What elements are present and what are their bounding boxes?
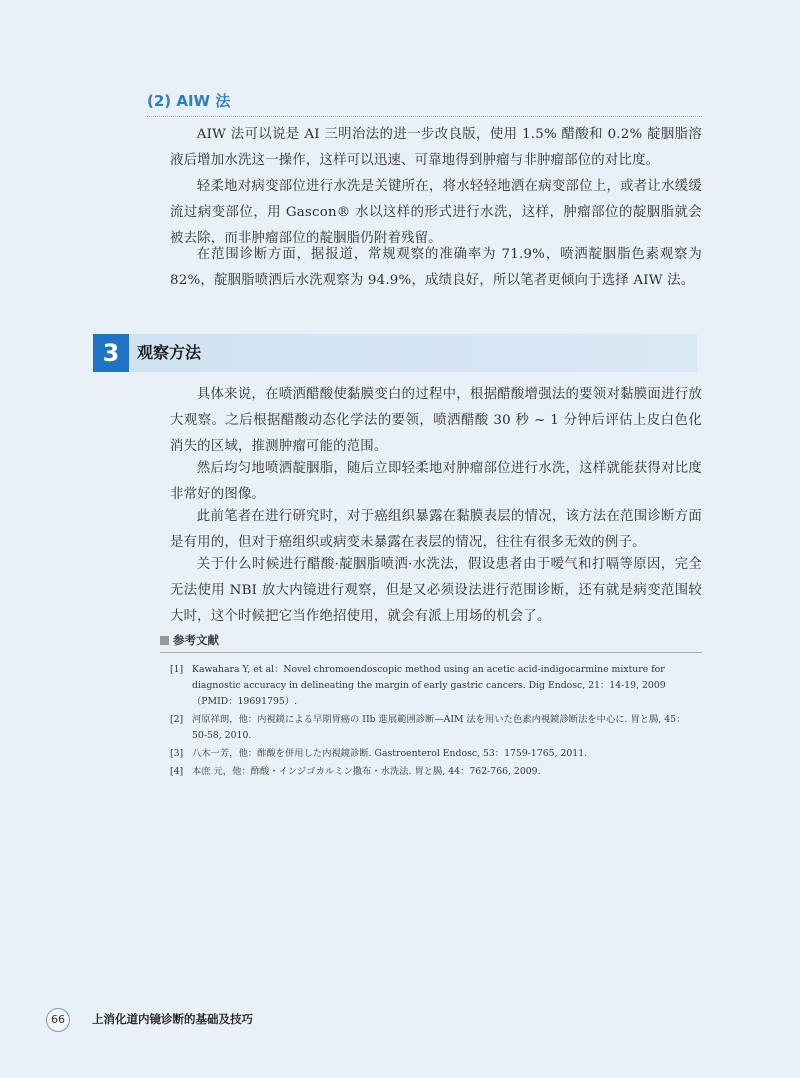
reference-item xyxy=(170,746,700,762)
paragraph: 然后均匀地喷洒靛胭脂，随后立即轻柔地对肿瘤部位进行水洗，这样就能获得对比度非常好的图像。 xyxy=(170,461,702,502)
running-footer-title: 上消化道内镜诊断的基础及技巧 xyxy=(92,1012,253,1026)
paragraph: 此前笔者在进行研究时，对于癌组织暴露在黏膜表层的情况，该方法在范围诊断方面是有用的，但对于癌组织或病变未暴露在表层的情况，往往有很多无效的例子。 xyxy=(170,509,702,550)
references-divider xyxy=(160,652,702,653)
reference-number: [4] xyxy=(170,766,184,777)
reference-text: 河原祥朗，他：内視鏡による早期胃癌の IIb 進展範囲診断—AIM 法を用いた色素内視鏡診断法を中心に. 胃と腸, 45：50-58, 2010. xyxy=(192,714,686,741)
paragraph: 轻柔地对病变部位进行水洗是关键所在，将水轻轻地洒在病变部位上，或者让水缓缓流过病变部位，用 Gascon® 水以这样的形式进行水洗，这样，肿瘤部位的靛胭脂就会被去除，而非肿瘤部位的靛胭脂仍附着残留。 xyxy=(170,179,702,246)
references-list xyxy=(170,662,700,782)
section-header-bar xyxy=(93,334,697,372)
square-bullet-icon xyxy=(160,636,169,645)
paragraph: AIW 法可以说是 AI 三明治法的进一步改良版，使用 1.5% 醋酸和 0.2% 靛胭脂溶液后增加水洗这一操作，这样可以迅速、可靠地得到肿瘤与非肿瘤部位的对比度。 xyxy=(170,127,702,168)
paragraph: 关于什么时候进行醋酸·靛胭脂喷洒·水洗法，假设患者由于嗳气和打嗝等原因，完全无法使用 NBI 放大内镜进行观察，但是又必须设法进行范围诊断，还有就是病变范围较大时，这个时候把它当作绝招使用，就会有派上用场的机会了。 xyxy=(170,557,702,624)
section-number: 3 xyxy=(93,334,129,372)
reference-number: [2] xyxy=(170,714,184,725)
paragraph: 具体来说，在喷洒醋酸使黏膜变白的过程中，根据醋酸增强法的要领对黏膜面进行放大观察。之后根据醋酸动态化学法的要领，喷洒醋酸 30 秒 ~ 1 分钟后评估上皮白色化消失的区域，推测肿瘤可能的范围。 xyxy=(170,387,702,454)
reference-text: 本庶 元，他：酢酸・インジゴカルミン撒布・水洗法. 胃と腸, 44：762-766, 2009. xyxy=(192,766,541,777)
paragraph: 在范围诊断方面，据报道，常规观察的准确率为 71.9%，喷洒靛胭脂色素观察为 82%，靛胭脂喷洒后水洗观察为 94.9%，成绩良好，所以笔者更倾向于选择 AIW 法。 xyxy=(170,247,702,288)
references-heading-label: 参考文献 xyxy=(173,633,219,647)
subsection-heading: (2) AIW 法 xyxy=(147,90,702,117)
reference-number: [1] xyxy=(170,664,184,675)
reference-text: Kawahara Y, et al：Novel chromoendoscopic method using an acetic acid-indigocarmine mixture for diagnostic accuracy in delineating the margin of early gastric cancers. Dig Endosc, 21：14-19, 2009（PMID：19691795）. xyxy=(192,664,666,707)
reference-number: [3] xyxy=(170,748,184,759)
section-title: 观察方法 xyxy=(137,343,202,362)
reference-item xyxy=(170,712,700,744)
reference-item xyxy=(170,662,700,710)
references-heading xyxy=(160,632,219,648)
page-number: 66 xyxy=(46,1008,70,1032)
reference-item xyxy=(170,764,700,780)
reference-text: 八木一芳，他：酢酸を併用した内視鏡診断. Gastroenterol Endosc, 53：1759-1765, 2011. xyxy=(192,748,588,759)
